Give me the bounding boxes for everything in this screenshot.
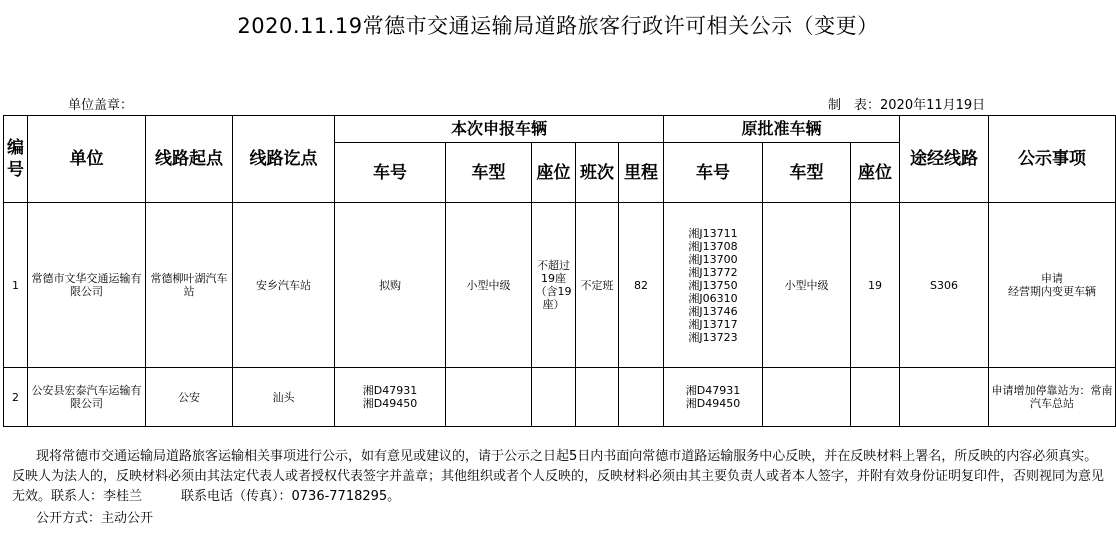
row-mileage: 82: [619, 203, 664, 368]
notice-paragraph: [12, 447, 1110, 507]
header-no: 编号: [4, 116, 28, 203]
row-route: [900, 368, 989, 427]
row-end: 汕头: [233, 368, 335, 427]
row-type: [446, 368, 532, 427]
row-orig-seats: [851, 368, 900, 427]
header-orig-type: 车型: [763, 143, 851, 203]
row-orig-plate: 湘D47931 湘D49450: [664, 368, 763, 427]
row-end: 安乡汽车站: [233, 203, 335, 368]
row-orig-type: 小型中级: [763, 203, 851, 368]
row-seats: 不超过19座（含19座）: [532, 203, 576, 368]
header-end: 线路讫点: [233, 116, 335, 203]
maker-date: 2020年11月19日: [880, 98, 986, 113]
row-plate: 拟购: [335, 203, 446, 368]
maker-label: 制 表：: [828, 98, 881, 113]
row-seats: [532, 368, 576, 427]
header-seats: 座位: [532, 143, 576, 203]
row-no: 2: [4, 368, 28, 427]
permit-table: [3, 115, 1115, 426]
header-unit: 单位: [28, 116, 146, 203]
open-method: 公开方式：主动公开: [36, 511, 154, 526]
header-orig-seats: 座位: [851, 143, 900, 203]
row-matter: 申请增加停靠站为：常南汽车总站: [989, 368, 1116, 427]
header-matter: 公示事项: [989, 116, 1116, 203]
row-route: S306: [900, 203, 989, 368]
header-orig-plate: 车号: [664, 143, 763, 203]
row-shift: 不定班: [576, 203, 619, 368]
row-start: 公安: [146, 368, 233, 427]
row-type: 小型中级: [446, 203, 532, 368]
header-route: 途经线路: [900, 116, 989, 203]
table-row: [4, 368, 1116, 427]
row-plate: 湘D47931 湘D49450: [335, 368, 446, 427]
row-shift: [576, 368, 619, 427]
unit-seal-label: 单位盖章：: [68, 98, 134, 113]
header-type: 车型: [446, 143, 532, 203]
maker-date-line: [828, 94, 985, 113]
header-plate: 车号: [335, 143, 446, 203]
header-current-vehicles: 本次申报车辆: [335, 116, 664, 143]
header-start: 线路起点: [146, 116, 233, 203]
notice-text: 现将常德市交通运输局道路旅客运输相关事项进行公示，如有意见或建议的，请于公示之日起5日内书面向常德市道路运输服务中心反映，并在反映材料上署名，所反映的内容必须真实。反映人为法人的，反映材料必须由其法定代表人或者授权代表签字并盖章；其他组织或者个人反映的，反映材料必须由其主要负责人或者本人签字，并附有效身份证明复印件，否则视同为意见无效。联系人：李桂兰 联系电话（传真）：0736-7718295。: [12, 449, 1105, 504]
table-row: [4, 203, 1116, 368]
row-orig-seats: 19: [851, 203, 900, 368]
table-header-row-1: [4, 116, 1116, 143]
row-orig-plate: 湘J13711 湘J13708 湘J13700 湘J13772 湘J13750 湘J06310 湘J13746 湘J13717 湘J13723: [664, 203, 763, 368]
page-title: 2020.11.19常德市交通运输局道路旅客行政许可相关公示（变更）: [237, 14, 879, 38]
row-unit: 公安县宏泰汽车运输有限公司: [28, 368, 146, 427]
row-no: 1: [4, 203, 28, 368]
row-start: 常德柳叶湖汽车站: [146, 203, 233, 368]
row-mileage: [619, 368, 664, 427]
row-matter: 申请 经营期内变更车辆: [989, 203, 1116, 368]
row-orig-type: [763, 368, 851, 427]
row-unit: 常德市文华交通运输有限公司: [28, 203, 146, 368]
header-shift: 班次: [576, 143, 619, 203]
header-mileage: 里程: [619, 143, 664, 203]
header-original-vehicles: 原批准车辆: [664, 116, 900, 143]
